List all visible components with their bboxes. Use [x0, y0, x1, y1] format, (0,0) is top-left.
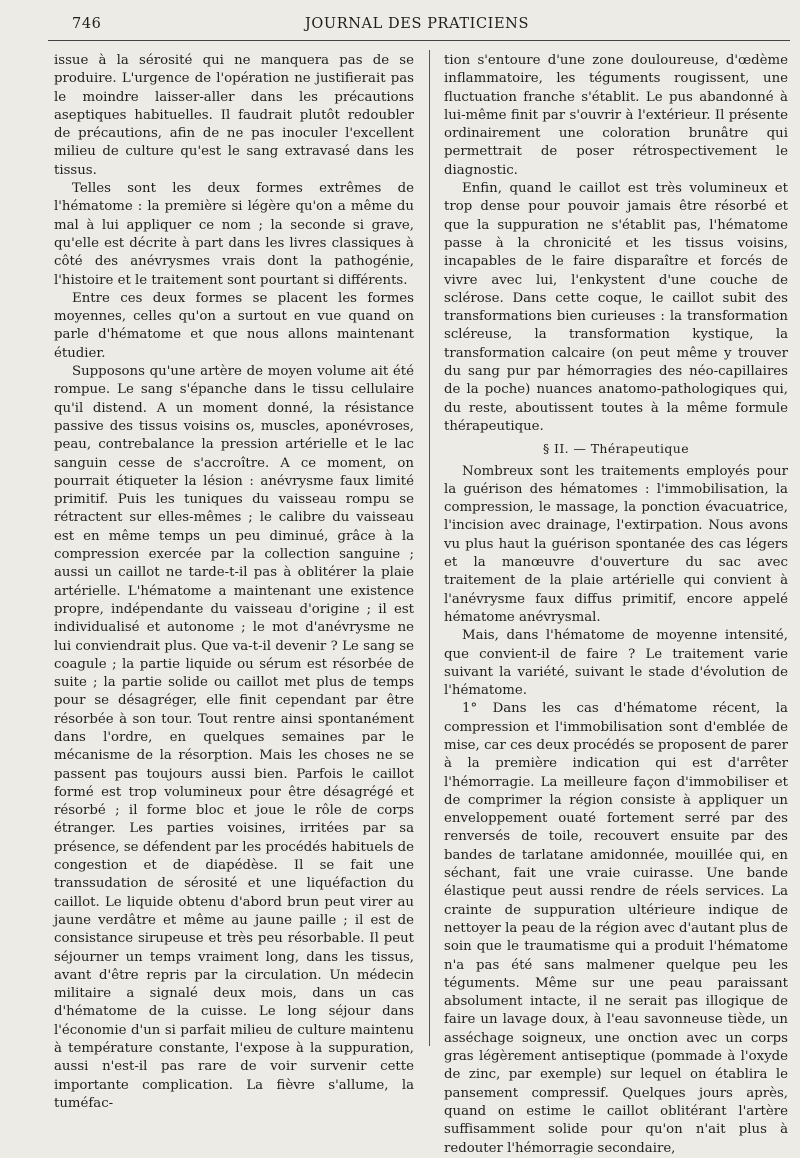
paragraph: Nombreux sont les traitements employés pour la guérison des hématomes : l'immobilisation, la compression, le massage, la ponction évacuatrice, l'incision avec drainage, l'extirpation. Nous avons vu plus haut la guérison spontanée des cas légers et la manœuvre d'ouverture du sac avec traitement de la plaie artérielle qui convient à l'anévrysme faux diffus primitif, encore appelé hématome anévrysmal. [444, 463, 788, 625]
paragraph: issue à la sérosité qui ne manquera pas de se produire. L'urgence de l'opération ne justifierait pas le moindre laisser-aller dans les précautions aseptiques habituelles. Il faudrait plutôt redoubler de précautions, afin de ne pas inoculer l'excellent milieu de culture qu'est le sang extravasé dans les tissus. [54, 53, 414, 178]
running-header [48, 14, 786, 36]
paragraph: Supposons qu'une artère de moyen volume ait été rompue. Le sang s'épanche dans le tissu cellulaire qu'il distend. A un moment donné, la résistance passive des tissus voisins os, muscles, aponévroses, peau, contrebalance la pression artérielle et le lac sanguin cesse de s'accroître. A ce moment, on pourrait étiqueter la lésion : anévrysme faux limité primitif. Puis les tuniques du vaisseau rompu se rétractent sur elles-mêmes ; le calibre du vaisseau est en même temps un peu diminué, grâce à la compression exercée par la collection sanguine ; aussi un caillot ne tarde-t-il pas à oblitérer la plaie artérielle. L'hématome a maintenant une existence propre, indépendante du vaisseau d'origine ; il est individualisé et autonome ; le mot d'anévrysme ne lui conviendrait plus. Que va-t-il devenir ? Le sang se coagule ; la partie liquide ou sérum est résorbée de suite ; la partie solide ou caillot met plus de temps pour se désagréger, elle finit cependant par être résorbée à son tour. Tout rentre ainsi spontanément dans l'ordre, en quelques semaines par le mécanisme de la résorption. Mais les choses ne se passent pas toujours aussi bien. Parfois le caillot formé est trop volumineux pour être désagrégé et résorbé ; il forme bloc et joue le rôle de corps étranger. Les parties voisines, irritées par sa présence, se défendent par les procédés habituels de congestion et de diapédèse. Il se fait une transsudation de sérosité et une liquéfaction du caillot. Le liquide obtenu d'abord brun peut virer au jaune verdâtre et même au jaune paille ; il est de consistance sirupeuse et très peu résorbable. Il peut séjourner un temps vraiment long, dans les tissus, avant d'être repris par la circulation. Un médecin militaire a signalé deux mois, dans un cas d'hématome de la cuisse. Le long séjour dans l'économie d'un si parfait milieu de culture maintenu à température constante, l'expose à la suppuration, aussi n'est-il pas rare de voir survenir cette importante complication. La fièvre s'allume, la tuméfac- [54, 364, 414, 1111]
paragraph: Enfin, quand le caillot est très volumineux et trop dense pour pouvoir jamais être résorbé et que la suppuration ne s'établit pas, l'hématome passe à la chronicité et les tissus voisins, incapables de le faire disparaître et forcés de vivre avec lui, l'enkystent d'une couche de sclérose. Dans cette coque, le caillot subit des transformations bien curieuses : la transformation scléreuse, la transformation kystique, la transformation calcaire (on peut même y trouver du sang pur par hémorragies des néo-capillaires de la poche) nuances anatomo-pathologiques qui, du reste, aboutissent toutes à la même formule thérapeutique. [444, 181, 788, 434]
paragraph: Mais, dans l'hématome de moyenne intensité, que convient-il de faire ? Le traitement varie suivant la variété, suivant le stade d'évolution de l'hématome. [444, 628, 788, 699]
running-title: JOURNAL DES PRATICIENS [305, 16, 529, 32]
paragraph: Telles sont les deux formes extrêmes de l'hématome : la première si légère qu'on a même du mal à lui appliquer ce nom ; la seconde si grave, qu'elle est décrite à part dans les livres classiques à côté des anévrysmes vrais dont la pathogénie, l'histoire et le traitement sont pourtant si différents. [54, 181, 414, 288]
paragraph: tion s'entoure d'une zone douloureuse, d'œdème inflammatoire, les téguments rougissent, une fluctuation franche s'établit. Le pus abandonné à lui-même finit par s'ouvrir à l'extérieur. Il présente ordinairement une coloration brunâtre qui permettrait de poser rétrospectivement le diagnostic. [444, 53, 788, 178]
page-number: 746 [72, 16, 102, 32]
left-column [54, 52, 414, 1111]
paragraph: 1° Dans les cas d'hématome récent, la compression et l'immobilisation sont d'emblée de mise, car ces deux procédés se proposent de parer à la première indication qui est d'arrêter l'hémorragie. La meilleure façon d'immobiliser et de comprimer la région consiste à appliquer un enveloppement ouaté fortement serré par des renversés de toile, recouvert ensuite par des bandes de tarlatane amidonnée, mouillée qui, en séchant, fait une vraie cuirasse. Une bande élastique peut aussi rendre de réels services. La crainte de suppuration ultérieure indique de nettoyer la peau de la région avec d'autant plus de soin que le traumatisme qui a produit l'hématome n'a pas été sans malmener quelque peu les téguments. Même sur une peau paraissant absolument intacte, il ne serait pas illogique de faire un lavage doux, à l'eau savonneuse tiède, un asséchage soigneux, une onction avec un corps gras légèrement antiseptique (pommade à l'oxyde de zinc, par exemple) sur lequel on établira le pansement compressif. Quelques jours après, quand on estime le caillot oblitérant l'artère suffisamment solide pour qu'on n'ait plus à redouter l'hémorragie secondaire, [444, 701, 788, 1156]
header-rule [48, 40, 790, 41]
right-column [444, 52, 788, 1156]
section-heading: § II. — Thérapeutique [542, 441, 690, 457]
column-divider [429, 50, 430, 1046]
paragraph: Entre ces deux formes se placent les formes moyennes, celles qu'on a surtout en vue quand on parle d'hématome et que nous allons maintenant étudier. [54, 290, 414, 361]
